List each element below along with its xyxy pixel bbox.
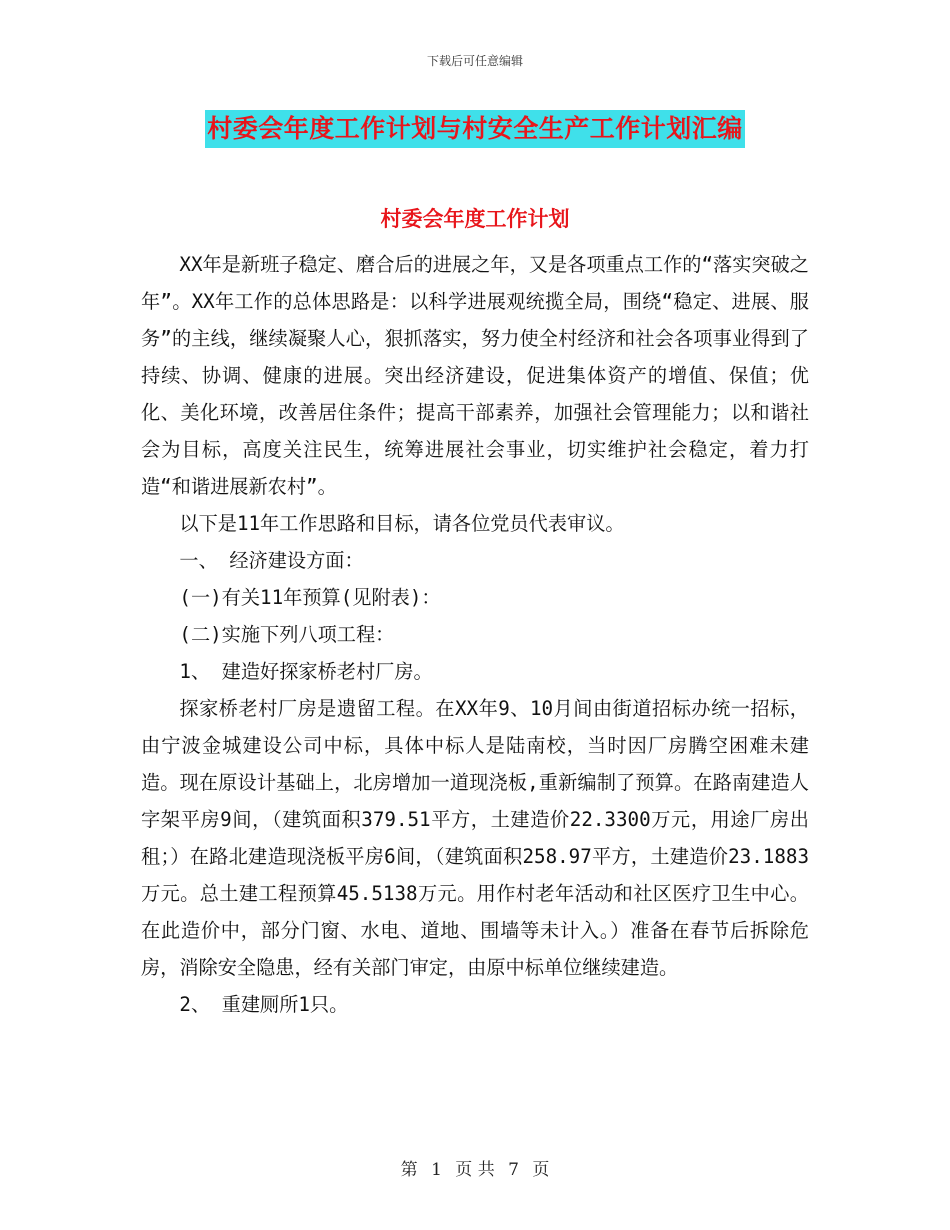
footer-page-number: 1 [431,1160,442,1180]
item-2-heading: 2、 重建厕所1只。 [179,993,349,1016]
item-1-heading: 1、 建造好探家桥老村厂房。 [179,660,433,683]
page-footer [0,1155,950,1180]
paragraph-intro: 以下是11年工作思路和目标，请各位党员代表审议。 [179,512,625,535]
document-body [141,246,809,1023]
item-1-detail: 探家桥老村厂房是遗留工程。在XX年9、10月间由街道招标办统一招标，由宁波金城建设公司中标，具体中标人是陆南校，当时因厂房腾空困难未建造。现在原设计基础上，北房增加一道现浇板,重新编制了预算。在路南建造人字架平房9间，（建筑面积379.51平方，土建造价22.3300万元，用途厂房出租；）在路北建造现浇板平房6间，（建筑面积258.97平方，土建造价23.1883万元。总土建工程预算45.5138万元。用作村老年活动和社区医疗卫生中心。在此造价中，部分门窗、水电、道地、围墙等未计入。）准备在春节后拆除危房，消除安全隐患，经有关部门审定，由原中标单位继续建造。 [141,697,809,979]
section-title: 村委会年度工作计划 [380,206,570,231]
heading-budget: (一)有关11年预算(见附表)： [179,586,441,609]
header-note: 下载后可任意编辑 [426,54,523,68]
paragraph-overview: XX年是新班子稳定、磨合后的进展之年，又是各项重点工作的“落实突破之年”。XX年工作的总体思路是：以科学进展观统揽全局，围绕“稳定、进展、服务”的主线，继续凝聚人心，狠抓落实，努力使全村经济和社会各项事业得到了持续、协调、健康的进展。突出经济建设，促进集体资产的增值、保值；优化、美化环境，改善居住条件；提高干部素养，加强社会管理能力；以和谐社会为目标，高度关注民生，统筹进展社会事业，切实维护社会稳定，着力打造“和谐进展新农村”。 [141,253,809,498]
main-title: 村委会年度工作计划与村安全生产工作计划汇编 [205,110,745,148]
footer-suffix: 页 [532,1160,550,1180]
footer-prefix: 第 [400,1160,418,1180]
heading-economic: 一、 经济建设方面： [179,549,364,572]
main-title-container [0,110,950,148]
heading-projects: (二)实施下列八项工程： [179,623,395,646]
footer-middle: 页 共 [455,1160,495,1180]
footer-total-pages: 7 [508,1160,519,1180]
